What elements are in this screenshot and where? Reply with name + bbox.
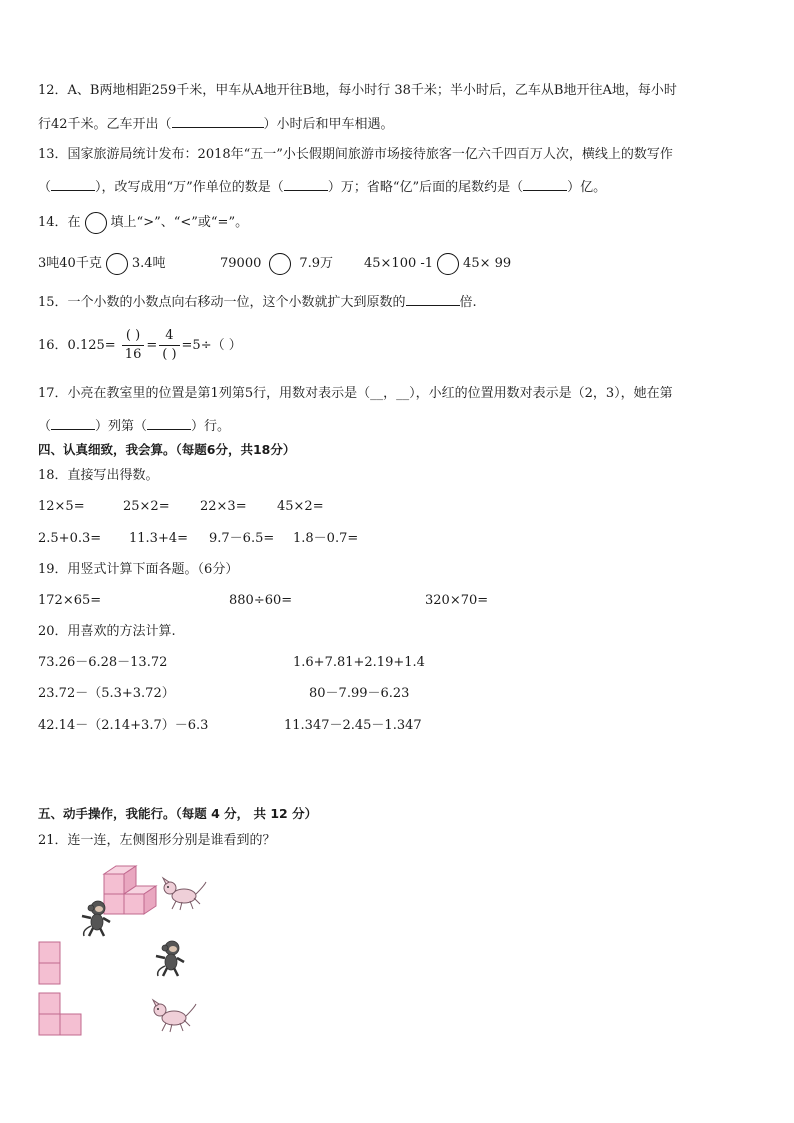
q20-title: 20．用喜欢的方法计算. xyxy=(38,624,176,639)
q17-blank-1[interactable] xyxy=(51,415,95,430)
q16-f1-numerator[interactable]: ( ) xyxy=(122,327,145,346)
q14-c2-right: 7.9万 xyxy=(299,256,334,271)
q16-f2-denominator[interactable]: ( ) xyxy=(162,347,177,362)
q15-text-b: 倍. xyxy=(459,295,477,310)
q20-r1-right: 1.6+7.81+2.19+1.4 xyxy=(293,655,425,670)
q12-line1: 12．A、B两地相距259千米，甲车从A地开往B地，每小时行 38千米；半小时后，乙车从B地开往A地，每小时 xyxy=(38,83,677,98)
shape-two-stacked-squares[interactable] xyxy=(38,941,62,985)
q19-item-3: 320×70= xyxy=(425,593,489,608)
q18-title: 18．直接写出得数。 xyxy=(38,468,159,483)
monkey-icon xyxy=(78,900,114,938)
q14-head-a: 14．在 xyxy=(38,215,81,230)
q19-item-1: 172×65= xyxy=(38,593,102,608)
q16-fraction-1 xyxy=(122,327,145,364)
q14-compare-2 xyxy=(220,252,333,276)
q13-line1: 13．国家旅游局统计发布：2018年“五一”小长假期间旅游市场接待旅客一亿六千四百万人次，横线上的数写作 xyxy=(38,147,673,162)
q20-r2-left: 23.72－（5.3+3.72） xyxy=(38,686,175,701)
q21-title: 21．连一连，左侧图形分别是谁看到的？ xyxy=(38,833,276,848)
q20-r2-right: 80－7.99－6.23 xyxy=(309,686,410,701)
q12-line2-b: ）小时后和甲车相遇。 xyxy=(263,117,394,132)
q19-item-2: 880÷60= xyxy=(229,593,293,608)
q12-line2-a: 行42千米。乙车开出（ xyxy=(38,117,172,132)
q18-r1-c4: 45×2= xyxy=(277,499,324,514)
q18-r1-c3: 22×3= xyxy=(200,499,247,514)
q16-fraction-2 xyxy=(159,327,179,364)
q14-head xyxy=(38,211,248,235)
section-4-title: 四、认真细致，我会算。（每题6分，共18分） xyxy=(38,442,296,457)
q16-tail: =5÷（ ） xyxy=(181,338,242,353)
q18-r2-c2: 11.3+4= xyxy=(129,531,189,546)
q20-r3-left: 42.14－（2.14+3.7）－6.3 xyxy=(38,718,209,733)
q16-lead: 16．0.125= xyxy=(38,338,116,353)
q18-r1-c2: 25×2= xyxy=(123,499,170,514)
q18-r2-c4: 1.8－0.7= xyxy=(293,531,359,546)
q13-p4: ）亿。 xyxy=(567,180,607,195)
dog-icon xyxy=(160,876,210,912)
q14-c1-left: 3吨40千克 xyxy=(38,256,102,271)
q15-line xyxy=(38,291,477,312)
q17-p2: ）列第（ xyxy=(95,419,148,434)
circle-icon xyxy=(85,212,107,234)
dog-icon[interactable] xyxy=(150,998,200,1034)
shape-l-three-squares[interactable] xyxy=(38,992,82,1036)
q13-line2 xyxy=(38,176,606,197)
q16-f2-numerator: 4 xyxy=(159,327,179,346)
q13-blank-3[interactable] xyxy=(523,176,567,191)
q20-r3-right: 11.347－2.45－1.347 xyxy=(284,718,422,733)
q20-r1-left: 73.26－6.28－13.72 xyxy=(38,655,168,670)
q14-c3-circle[interactable] xyxy=(437,253,459,275)
q14-c2-left: 79000 xyxy=(220,256,262,271)
q14-head-b: 填上“>”、“<”或“=”。 xyxy=(110,215,249,230)
q14-c1-right: 3.4吨 xyxy=(131,256,166,271)
q16-f1-denominator: 16 xyxy=(124,347,142,362)
q14-c3-right: 45× 99 xyxy=(463,256,512,271)
q15-answer-blank[interactable] xyxy=(406,291,460,306)
q12-line2 xyxy=(38,113,394,134)
q17-p3: ）行。 xyxy=(191,419,231,434)
q14-c2-circle[interactable] xyxy=(269,253,291,275)
q13-p2: ），改写成用“万”作单位的数是（ xyxy=(95,180,284,195)
q19-title: 19．用竖式计算下面各题。（6分） xyxy=(38,562,239,577)
q14-compare-1 xyxy=(38,252,166,276)
q15-text-a: 15．一个小数的小数点向右移动一位，这个小数就扩大到原数的 xyxy=(38,295,406,310)
q17-line2 xyxy=(38,415,230,436)
q14-compare-3 xyxy=(364,252,511,276)
q17-line1: 17．小亮在教室里的位置是第1列第5行，用数对表示是（__，__），小红的位置用数对表示是（2，3），她在第 xyxy=(38,386,673,401)
q13-blank-2[interactable] xyxy=(284,176,328,191)
q18-r2-c1: 2.5+0.3= xyxy=(38,531,102,546)
q18-r2-c3: 9.7－6.5= xyxy=(209,531,275,546)
q13-blank-1[interactable] xyxy=(51,176,95,191)
q17-blank-2[interactable] xyxy=(147,415,191,430)
q13-p1: （ xyxy=(38,180,52,195)
section-5-title: 五、动手操作，我能行。（每题 4 分， 共 12 分） xyxy=(38,806,318,821)
q14-c1-circle[interactable] xyxy=(106,253,128,275)
q16-line xyxy=(38,326,242,366)
monkey-icon[interactable] xyxy=(152,940,188,978)
q13-p3: ）万；省略“亿”后面的尾数约是（ xyxy=(327,180,524,195)
q18-r1-c1: 12×5= xyxy=(38,499,85,514)
q12-answer-blank[interactable] xyxy=(172,113,264,128)
q17-p1: （ xyxy=(38,419,52,434)
q14-c3-left: 45×100 -1 xyxy=(364,256,434,271)
q16-equals: = xyxy=(146,338,158,353)
